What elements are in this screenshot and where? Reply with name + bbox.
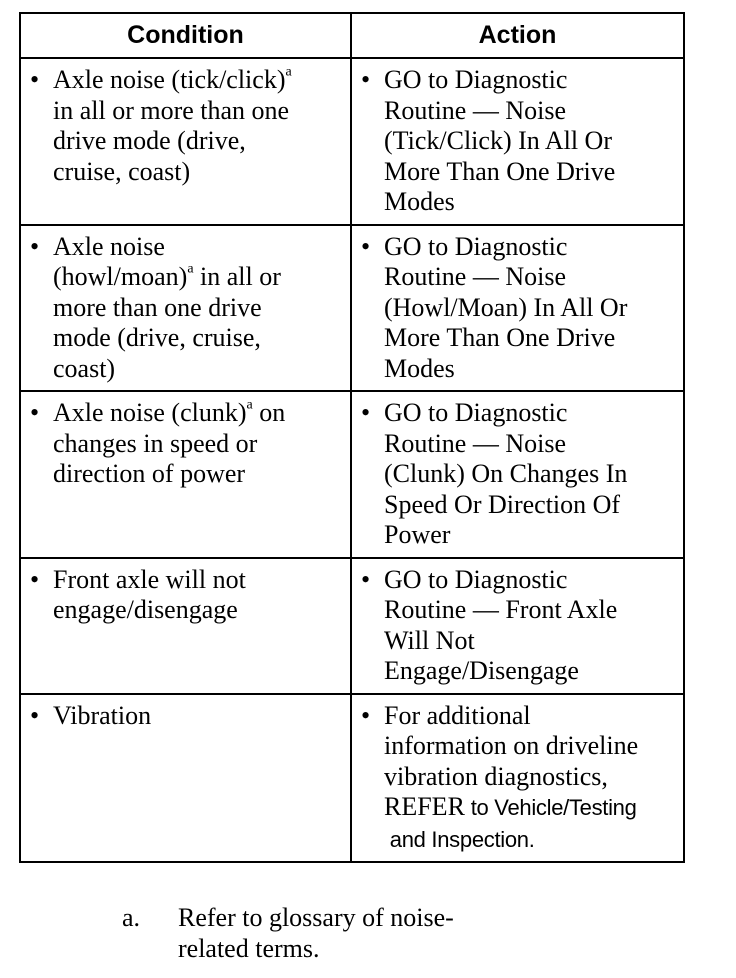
- action-text: and Inspection.: [384, 826, 535, 852]
- bullet: •: [30, 398, 40, 427]
- condition-text: (howl/moan): [53, 262, 188, 291]
- action-text: For additional: [384, 700, 531, 730]
- condition-text: Front axle will not: [53, 564, 246, 594]
- condition-text: Axle noise: [53, 231, 165, 261]
- bullet: •: [30, 700, 40, 730]
- footnote-text: Refer to glossary of noise-related terms.: [178, 903, 454, 963]
- action-header: Action: [351, 13, 684, 58]
- action-cell: [351, 225, 684, 392]
- action-text: Power: [384, 520, 451, 549]
- condition-text: changes in speed or: [53, 428, 258, 458]
- bullet: •: [30, 65, 40, 94]
- condition-text: Axle noise (tick/click): [53, 65, 286, 94]
- action-text: Modes: [384, 353, 455, 383]
- action-text: Engage/Disengage: [384, 656, 579, 685]
- condition-text: on: [252, 398, 286, 427]
- action-text: More Than One Drive: [384, 323, 616, 352]
- condition-text: direction of power: [53, 459, 246, 488]
- action-text: information on driveline: [384, 731, 639, 760]
- action-text: Speed Or Direction Of: [384, 489, 621, 519]
- action-text: Routine — Noise: [384, 95, 566, 125]
- condition-text: mode (drive, cruise,: [53, 323, 261, 352]
- table-header-row: [20, 13, 684, 58]
- condition-cell: [20, 558, 351, 694]
- action-cell: [351, 58, 684, 225]
- action-text: (Clunk) On Changes In: [384, 459, 628, 488]
- footnote-marker: a: [285, 64, 292, 80]
- condition-text: Axle noise (clunk): [53, 398, 247, 427]
- condition-header: Condition: [20, 13, 351, 58]
- condition-text: in all or: [193, 262, 281, 291]
- action-cell: [351, 694, 684, 863]
- footnote-label: a.: [122, 903, 141, 932]
- condition-cell: [20, 694, 351, 863]
- bullet: •: [361, 564, 371, 594]
- bullet: •: [30, 564, 40, 594]
- condition-text: cruise, coast): [53, 156, 191, 186]
- footnote-marker: a: [246, 397, 253, 413]
- table-row: [20, 391, 684, 558]
- condition-cell: [20, 58, 351, 225]
- bullet: •: [361, 231, 371, 261]
- action-cell: [351, 558, 684, 694]
- bullet: •: [361, 700, 371, 730]
- condition-cell: [20, 225, 351, 392]
- action-text: More Than One Drive: [384, 156, 616, 186]
- action-text: GO to Diagnostic: [384, 398, 568, 427]
- action-text: Routine — Front Axle: [384, 595, 618, 624]
- condition-text: coast): [53, 353, 116, 383]
- table-row: [20, 225, 684, 392]
- condition-text: in all or more than one: [53, 95, 290, 125]
- action-text: Routine — Noise: [384, 428, 566, 458]
- footnote-marker: a: [187, 261, 194, 277]
- action-text: GO to Diagnostic: [384, 65, 568, 94]
- condition-text: more than one drive: [53, 292, 262, 322]
- action-cell: [351, 391, 684, 558]
- diagnostic-table: [19, 12, 685, 863]
- bullet: •: [361, 65, 371, 94]
- action-text: REFER: [384, 792, 465, 821]
- action-text: to Vehicle/Testing: [464, 795, 637, 820]
- action-text: GO to Diagnostic: [384, 231, 568, 261]
- bullet: •: [361, 398, 371, 427]
- action-text: (Howl/Moan) In All Or: [384, 292, 628, 322]
- action-text: Will Not: [384, 625, 475, 655]
- action-text: (Tick/Click) In All Or: [384, 126, 612, 155]
- table-row: [20, 694, 684, 863]
- action-text: Modes: [384, 187, 455, 216]
- bullet: •: [30, 231, 40, 261]
- condition-text: Vibration: [53, 700, 152, 730]
- condition-text: drive mode (drive,: [53, 126, 246, 155]
- condition-cell: [20, 391, 351, 558]
- condition-text: engage/disengage: [53, 595, 238, 624]
- action-text: GO to Diagnostic: [384, 564, 568, 594]
- action-text: Routine — Noise: [384, 262, 566, 291]
- table-row: [20, 558, 684, 694]
- table-row: [20, 58, 684, 225]
- action-text: vibration diagnostics,: [384, 761, 608, 791]
